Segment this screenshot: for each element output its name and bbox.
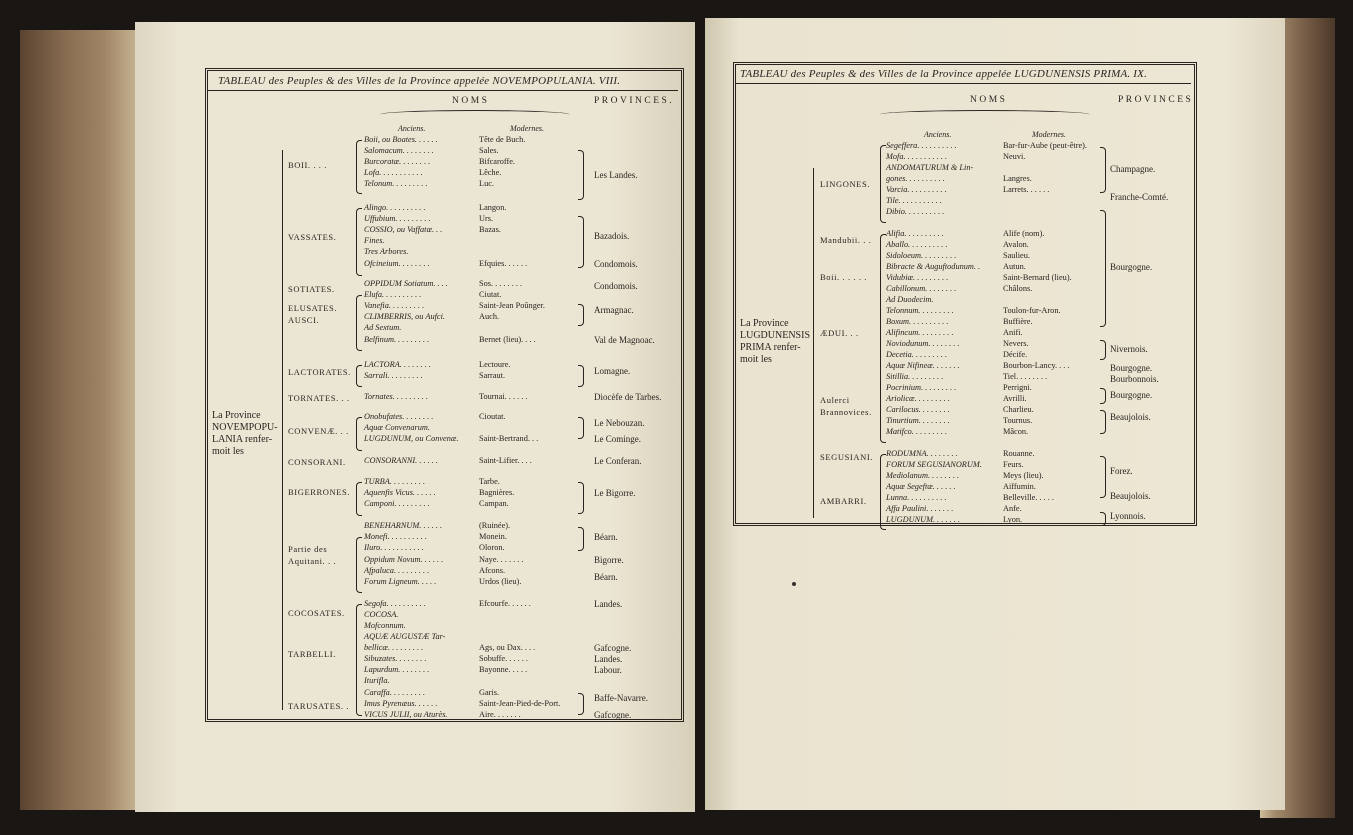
modern-province: Val de Magnoac. xyxy=(594,335,655,345)
modern-name: Lêche. xyxy=(479,168,502,177)
ancient-name: Sitillia. . . . . . . . . xyxy=(886,372,944,381)
ancient-name: Aquæ Convenarum. xyxy=(364,423,430,432)
ancient-name: CONSORANNI. . . . . . xyxy=(364,456,438,465)
modern-name: Auch. xyxy=(479,312,500,321)
ancient-name: Elufa. . . . . . . . . . xyxy=(364,290,422,299)
modern-province: Le Nebouzan. xyxy=(594,418,645,428)
ancient-name: Boii, ou Boates. . . . . . xyxy=(364,135,438,144)
ancient-name: CLIMBERRIS, ou Aufci. xyxy=(364,312,445,321)
ancient-name: Aquæ Segeftæ. . . . . . xyxy=(886,482,956,491)
brace xyxy=(356,365,362,387)
ancient-name: Segeffera. . . . . . . . . . xyxy=(886,141,957,150)
ancient-name: Ofcineium. . . . . . . . xyxy=(364,259,430,268)
ancient-name: Segofa. . . . . . . . . . xyxy=(364,599,426,608)
right-header-noms: NOMS xyxy=(970,95,1008,105)
modern-province: Bourgogne. xyxy=(1110,262,1153,272)
brace xyxy=(578,150,584,200)
group-name: SOTIATES. xyxy=(288,284,335,294)
brace xyxy=(1100,210,1106,327)
ancient-name: Sidoloeum. . . . . . . . . xyxy=(886,251,957,260)
brace xyxy=(578,365,584,387)
group-name: LINGONES. xyxy=(820,179,871,189)
ancient-name: Uffubium. . . . . . . . . xyxy=(364,214,431,223)
modern-name: Belleville. . . . . xyxy=(1003,493,1054,502)
group-name: AUSCI. xyxy=(288,315,320,325)
modern-province: Nivernois. xyxy=(1110,344,1148,354)
ancient-name: Cabillonum. . . . . . . . xyxy=(886,284,957,293)
modern-province: Bazadois. xyxy=(594,231,630,241)
ancient-name: Ad Sextum. xyxy=(364,323,402,332)
ancient-name: Alifia. . . . . . . . . . xyxy=(886,229,944,238)
modern-province: Landes. xyxy=(594,599,623,609)
ancient-name: Lapurdum. . . . . . . . xyxy=(364,665,430,674)
modern-province: Labour. xyxy=(594,665,622,675)
province-line: PRIMA renfer- xyxy=(740,342,801,353)
ancient-name: Tres Arbores. xyxy=(364,247,409,256)
modern-province: Landes. xyxy=(594,654,623,664)
brace xyxy=(880,454,886,530)
province-line: NOVEMPOPU- xyxy=(212,422,278,433)
modern-province: Le Cominge. xyxy=(594,434,641,444)
ancient-name: Tile. . . . . . . . . . . xyxy=(886,196,943,205)
modern-name: Luc. xyxy=(479,179,494,188)
modern-name: Saint-Jean Poûnger. xyxy=(479,301,545,310)
province-line: LUGDUNENSIS xyxy=(740,330,810,341)
ancient-name: Sibuzates. . . . . . . . xyxy=(364,654,427,663)
modern-name: Bar-fur-Aube (peut-être). xyxy=(1003,141,1087,150)
modern-name: Bagnières. xyxy=(479,488,515,497)
brace xyxy=(1100,340,1106,360)
ancient-name: COCOSA. xyxy=(364,610,399,619)
ancient-name: Onobufates. . . . . . . . xyxy=(364,412,434,421)
ancient-name: Mofconnum. xyxy=(364,621,406,630)
modern-name: Ags, ou Dax. . . . xyxy=(479,643,536,652)
modern-name: Tournus. xyxy=(1003,416,1033,425)
right-table-frame xyxy=(733,62,1197,526)
ancient-name: Vanefia. . . . . . . . . xyxy=(364,301,425,310)
modern-name: Bernet (lieu). . . . xyxy=(479,335,536,344)
right-header-brace xyxy=(880,110,1090,119)
modern-name: Décife. xyxy=(1003,350,1028,359)
left-sub-anciens: Anciens. xyxy=(398,124,426,133)
ancient-name: Ariolicæ. . . . . . . . . xyxy=(886,394,950,403)
ancient-name: Boxum. . . . . . . . . . xyxy=(886,317,949,326)
brace xyxy=(356,417,362,451)
ancient-name: ANDOMATURUM & Lin- xyxy=(886,163,974,172)
modern-name: Urs. xyxy=(479,214,494,223)
ancient-name: Ad Duodecim. xyxy=(886,295,934,304)
modern-province: Gafcogne. xyxy=(594,643,632,653)
right-sub-anciens: Anciens. xyxy=(924,130,952,139)
province-line: moit les xyxy=(740,354,772,365)
ancient-name: Noviodunum. . . . . . . . xyxy=(886,339,960,348)
ancient-name: Lunna. . . . . . . . . . xyxy=(886,493,947,502)
ancient-name: Oppidum Novum. . . . . . xyxy=(364,555,444,564)
modern-name: Sos. . . . . . . . xyxy=(479,279,523,288)
ancient-name: VICUS JULII, ou Aturès. xyxy=(364,710,448,719)
right-province-label xyxy=(740,318,810,366)
ancient-name: Burcoratæ. . . . . . . . xyxy=(364,157,431,166)
ancient-name: Mofa. . . . . . . . . . . xyxy=(886,152,948,161)
ancient-name: Sarrali. . . . . . . . . xyxy=(364,371,423,380)
modern-name: Tarbe. xyxy=(479,477,500,486)
modern-province: Gafcogne. xyxy=(594,710,632,720)
modern-name: Buffière. xyxy=(1003,317,1033,326)
brace xyxy=(1100,388,1106,404)
group-name: LACTORATES. xyxy=(288,367,351,377)
left-header-brace xyxy=(380,110,570,119)
modern-name: Bazas. xyxy=(479,225,501,234)
right-sub-modernes: Modernes. xyxy=(1032,130,1066,139)
modern-province: Bourbonnois. xyxy=(1110,374,1159,384)
modern-name: Autun. xyxy=(1003,262,1026,271)
ancient-name: Dibio. . . . . . . . . . xyxy=(886,207,945,216)
modern-name: Efquies. . . . . . xyxy=(479,259,528,268)
modern-province: Beaujolois. xyxy=(1110,412,1151,422)
brace xyxy=(356,537,362,593)
brace xyxy=(1100,410,1106,434)
brace xyxy=(356,604,362,716)
modern-name: Bourbon-Lancy. . . . xyxy=(1003,361,1070,370)
right-header-provinces: PROVINCES. xyxy=(1118,95,1199,105)
brace xyxy=(578,527,584,551)
ancient-name: Iluro. . . . . . . . . . . xyxy=(364,543,424,552)
group-name: TORNATES. . . xyxy=(288,393,350,403)
group-name: BOII. . . . xyxy=(288,160,327,170)
ancient-name: BENEHARNUM. . . . . . xyxy=(364,521,443,530)
right-table-title: TABLEAU des Peuples & des Villes de la Province appelée LUGDUNENSIS PRIMA. IX. xyxy=(740,68,1148,80)
group-name: AMBARRI. xyxy=(820,496,867,506)
ancient-name: TURBA. . . . . . . . . xyxy=(364,477,426,486)
modern-name: Cioutat. xyxy=(479,412,506,421)
ancient-name: Alifincum. . . . . . . . . xyxy=(886,328,954,337)
brace xyxy=(356,140,362,194)
modern-name: Lyon. xyxy=(1003,515,1023,524)
ancient-name: LUGDUNUM, ou Convenæ. xyxy=(364,434,459,443)
ancient-name: LACTORA. . . . . . . . xyxy=(364,360,431,369)
modern-name: Châlons. xyxy=(1003,284,1033,293)
ancient-name: Varcia. . . . . . . . . . xyxy=(886,185,947,194)
modern-name: Langon. xyxy=(479,203,507,212)
modern-name: Feurs. xyxy=(1003,460,1024,469)
ancient-name: Aquenfis Vicus. . . . . . xyxy=(364,488,436,497)
modern-name: Bayonne. . . . . xyxy=(479,665,528,674)
modern-province: Champagne. xyxy=(1110,164,1156,174)
modern-name: Monein. xyxy=(479,532,507,541)
ancient-name: Afpaluca. . . . . . . . . xyxy=(364,566,430,575)
modern-name: Anifi. xyxy=(1003,328,1023,337)
modern-name: Saint-Bernard (lieu). xyxy=(1003,273,1072,282)
modern-name: Anfe. xyxy=(1003,504,1022,513)
ancient-name: Monefi. . . . . . . . . . xyxy=(364,532,427,541)
ancient-name: Caraffa. . . . . . . . . xyxy=(364,688,426,697)
modern-name: Bifcaroffe. xyxy=(479,157,516,166)
brace xyxy=(356,482,362,516)
group-name: BIGERRONES. xyxy=(288,487,351,497)
modern-name: Tournai. . . . . . xyxy=(479,392,528,401)
modern-name: Saint-Bertrand. . . xyxy=(479,434,539,443)
modern-province: Lomagne. xyxy=(594,366,631,376)
modern-name: (Ruinée). xyxy=(479,521,511,530)
ancient-name: Aballo. . . . . . . . . . xyxy=(886,240,948,249)
ancient-name: Aquæ Nifineæ. . . . . . . xyxy=(886,361,960,370)
ancient-name: Affa Paulini. . . . . . . xyxy=(886,504,954,513)
ancient-name: RODUMNA. . . . . . . . xyxy=(886,449,958,458)
ancient-name: bellicæ. . . . . . . . . xyxy=(364,643,424,652)
group-name: CONVENÆ. . . xyxy=(288,426,349,436)
ancient-name: Fines. xyxy=(364,236,385,245)
modern-name: Perrigni. xyxy=(1003,383,1032,392)
brace xyxy=(880,234,886,443)
group-name: Boii. . . . . . xyxy=(820,272,868,282)
modern-name: Afcons. xyxy=(479,566,506,575)
group-name: Brannovices. xyxy=(820,407,872,417)
modern-province: Le Conferan. xyxy=(594,456,642,466)
modern-name: Langres. xyxy=(1003,174,1032,183)
brace xyxy=(1100,147,1106,193)
ancient-name: Camponi. . . . . . . . . xyxy=(364,499,430,508)
left-header-provinces: PROVINCES. xyxy=(594,96,675,106)
brace xyxy=(356,295,362,351)
ancient-name: Tinurtium. . . . . . . . xyxy=(886,416,950,425)
group-name: Aquitani. . . xyxy=(288,556,337,566)
modern-name: Saint-Lifier. . . . xyxy=(479,456,532,465)
ancient-name: COSSIO, ou Vaffatæ. . . xyxy=(364,225,443,234)
ancient-name: Imus Pyrenæus. . . . . . xyxy=(364,699,438,708)
group-name: Mandubii. . . xyxy=(820,235,872,245)
group-name: VASSATES. xyxy=(288,232,337,242)
left-header-noms: NOMS xyxy=(452,96,490,106)
modern-province: Baffe-Navarre. xyxy=(594,693,649,703)
ancient-name: Pocrinium. . . . . . . . . xyxy=(886,383,957,392)
group-name: ÆDUI. . . xyxy=(820,328,859,338)
province-line: moit les xyxy=(212,446,244,457)
modern-province: Forez. xyxy=(1110,466,1133,476)
modern-name: Avrilli. xyxy=(1003,394,1027,403)
group-name: Partie des xyxy=(288,544,328,554)
modern-name: Sales. xyxy=(479,146,499,155)
modern-province: Beaujolois. xyxy=(1110,491,1151,501)
group-name: SEGUSIANI. xyxy=(820,452,873,462)
ancient-name: Matifco. . . . . . . . . xyxy=(886,427,948,436)
ancient-name: Forum Ligneum. . . . . xyxy=(364,577,437,586)
modern-province: Béarn. xyxy=(594,532,618,542)
ancient-name: Tornates. . . . . . . . . xyxy=(364,392,429,401)
right-title-rule xyxy=(736,83,1191,84)
ancient-name: Bibracte & Auguftodunum. . xyxy=(886,262,981,271)
right-province-brace xyxy=(813,168,818,518)
modern-name: Charlieu. xyxy=(1003,405,1034,414)
left-province-label xyxy=(212,410,278,458)
modern-name: Aire. . . . . . . xyxy=(479,710,521,719)
left-table-title: TABLEAU des Peuples & des Villes de la Province appelée NOVEMPOPULANIA. VIII. xyxy=(218,75,621,87)
modern-name: Rouanne. xyxy=(1003,449,1035,458)
modern-name: Sarraut. xyxy=(479,371,506,380)
brace xyxy=(578,417,584,439)
ancient-name: Vidubiæ. . . . . . . . . xyxy=(886,273,949,282)
brace xyxy=(578,482,584,514)
modern-name: Tiel. . . . . . . . xyxy=(1003,372,1048,381)
ancient-name: Lofa. . . . . . . . . . . xyxy=(364,168,423,177)
ancient-name: Decetia. . . . . . . . . xyxy=(886,350,948,359)
modern-name: Tête de Buch. xyxy=(479,135,526,144)
group-name: TARUSATES. . xyxy=(288,701,350,711)
modern-name: Efcourfe. . . . . . xyxy=(479,599,531,608)
modern-name: Nevers. xyxy=(1003,339,1029,348)
ancient-name: Mediolanum. . . . . . . . xyxy=(886,471,960,480)
ancient-name: LUGDUNUM. . . . . . . xyxy=(886,515,960,524)
modern-name: Campan. xyxy=(479,499,509,508)
brace xyxy=(880,145,886,223)
modern-name: Alife (nom). xyxy=(1003,229,1045,238)
group-name: Aulerci xyxy=(820,395,850,405)
ancient-name: Carilocus. . . . . . . . xyxy=(886,405,950,414)
province-line: La Province xyxy=(212,410,261,421)
ancient-name: Belfinum. . . . . . . . . xyxy=(364,335,430,344)
modern-name: Urdos (lieu). xyxy=(479,577,522,586)
group-name: ELUSATES. xyxy=(288,303,338,313)
modern-province: Lyonnois. xyxy=(1110,511,1146,521)
brace xyxy=(1100,456,1106,498)
modern-province: Condomois. xyxy=(594,259,638,269)
modern-province: Bourgogne. xyxy=(1110,363,1153,373)
ancient-name: Telonum. . . . . . . . . xyxy=(364,179,428,188)
brace xyxy=(578,693,584,715)
modern-province: Condomois. xyxy=(594,281,638,291)
modern-name: Ciutat. xyxy=(479,290,502,299)
modern-name: Aiffumin. xyxy=(1003,482,1036,491)
province-line: LANIA renfer- xyxy=(212,434,273,445)
modern-province: Bourgogne. xyxy=(1110,390,1153,400)
province-line: La Province xyxy=(740,318,789,329)
brace xyxy=(578,216,584,268)
modern-name: Avalon. xyxy=(1003,240,1029,249)
modern-name: Oloron. xyxy=(479,543,505,552)
modern-name: Garis. xyxy=(479,688,500,697)
modern-name: Saulieu. xyxy=(1003,251,1030,260)
left-sub-modernes: Modernes. xyxy=(510,124,544,133)
modern-province: Béarn. xyxy=(594,572,618,582)
book-edge-left xyxy=(20,30,140,810)
group-name: CONSORANI. xyxy=(288,457,346,467)
modern-province: Diocèfe de Tarbes. xyxy=(594,392,662,402)
modern-province: Bigorre. xyxy=(594,555,624,565)
modern-province: Le Bigorre. xyxy=(594,488,636,498)
ancient-name: FORUM SEGUSIANORUM. xyxy=(886,460,982,469)
ancient-name: Salomacum. . . . . . . . xyxy=(364,146,434,155)
modern-name: Sobuffe. . . . . . xyxy=(479,654,528,663)
group-name: COCOSATES. xyxy=(288,608,345,618)
modern-name: Neuvi. xyxy=(1003,152,1026,161)
left-title-rule xyxy=(208,90,678,91)
brace xyxy=(356,208,362,276)
ancient-name: OPPIDUM Sotiatum. . . . xyxy=(364,279,448,288)
modern-province: Armagnac. xyxy=(594,305,634,315)
modern-province: Les Landes. xyxy=(594,170,638,180)
ancient-name: Alingo. . . . . . . . . . xyxy=(364,203,426,212)
ancient-name: Iturifla. xyxy=(364,676,390,685)
left-province-brace xyxy=(282,150,287,710)
ancient-name: gones. . . . . . . . . . xyxy=(886,174,945,183)
modern-name: Mâcon. xyxy=(1003,427,1029,436)
brace xyxy=(1100,512,1106,526)
modern-name: Saint-Jean-Pied-de-Port. xyxy=(479,699,561,708)
modern-name: Lectoure. xyxy=(479,360,511,369)
ink-spot xyxy=(792,582,796,586)
ancient-name: Telonnum. . . . . . . . . xyxy=(886,306,954,315)
modern-name: Larrets. . . . . . xyxy=(1003,185,1050,194)
brace xyxy=(578,304,584,326)
group-name: TARBELLI. xyxy=(288,649,336,659)
modern-name: Toulon-fur-Aron. xyxy=(1003,306,1061,315)
modern-name: Naye. . . . . . . xyxy=(479,555,524,564)
modern-name: Meys (lieu). xyxy=(1003,471,1044,480)
ancient-name: AQUÆ AUGUSTÆ Tar- xyxy=(364,632,446,641)
modern-province: Franche-Comté. xyxy=(1110,192,1169,202)
